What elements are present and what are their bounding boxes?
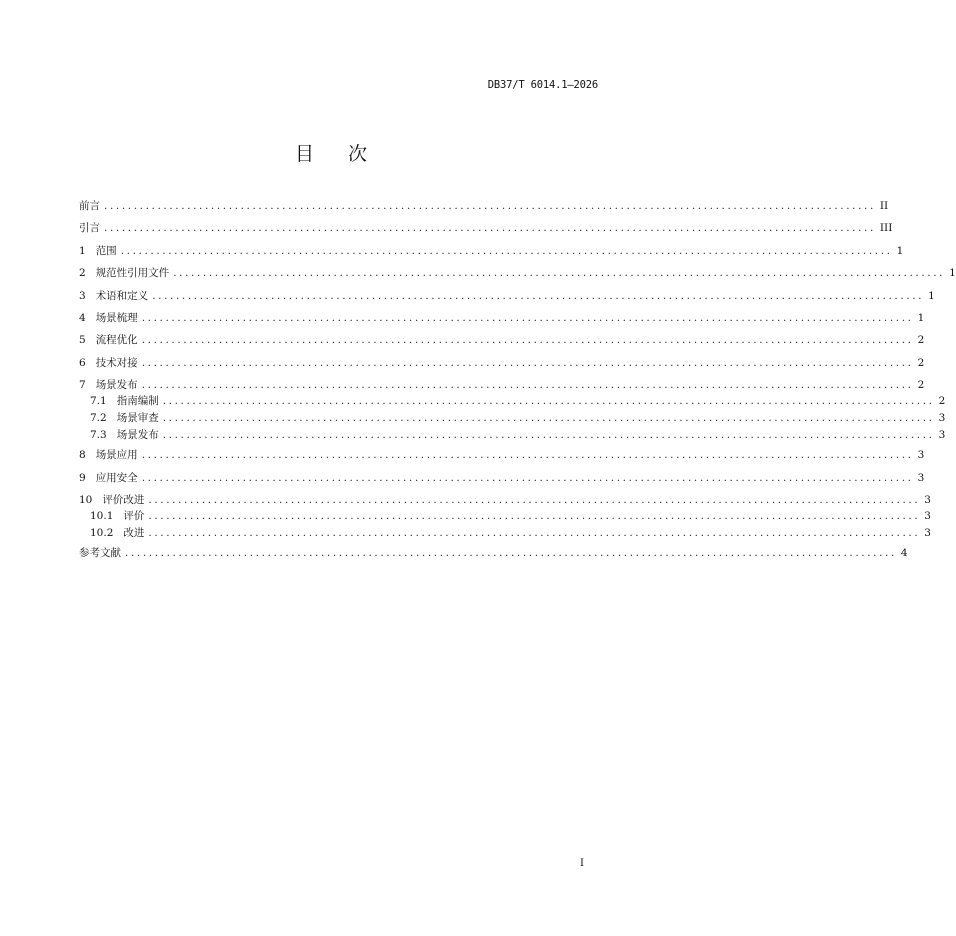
toc-leader-dots: .................................................................................................................................. xyxy=(152,289,925,302)
toc-entry-label: 指南编制 xyxy=(116,395,159,408)
toc-leader-dots: .................................................................................................................................. xyxy=(104,222,876,235)
toc-entry-label: 参考文献 xyxy=(79,546,121,559)
toc-entry-2[interactable] xyxy=(79,267,956,289)
toc-entry-label: 场景发布 xyxy=(116,429,159,442)
toc-entry-label: 场景发布 xyxy=(95,379,138,392)
toc-entry-10[interactable] xyxy=(79,493,931,510)
toc-entry-number: 1 xyxy=(79,244,86,257)
toc-entry-bibliography[interactable] xyxy=(79,546,908,569)
toc-entry-page: 1 xyxy=(928,289,935,302)
toc-entry-8[interactable] xyxy=(79,449,925,471)
toc-entry-label: 范围 xyxy=(95,244,117,257)
toc-entry-page: 1 xyxy=(949,267,956,280)
toc-entry-label: 技术对接 xyxy=(95,356,138,369)
toc-leader-dots: .................................................................................................................................. xyxy=(173,267,946,280)
toc-entry-page: 3 xyxy=(924,493,931,506)
toc-entry-page: II xyxy=(879,200,889,212)
toc-entry-10-2[interactable] xyxy=(79,526,931,547)
toc-entry-number: 2 xyxy=(79,267,86,280)
toc-entry-9[interactable] xyxy=(79,471,925,494)
toc-entry-label: 流程优化 xyxy=(95,334,138,347)
toc-entry-introduction[interactable] xyxy=(79,222,893,244)
toc-entry-number: 8 xyxy=(79,449,86,462)
toc-entry-number: 7.3 xyxy=(90,429,107,442)
toc-entry-label: 场景审查 xyxy=(116,412,159,425)
toc-entry-3[interactable] xyxy=(79,289,935,312)
toc-entry-page: 3 xyxy=(938,412,946,425)
toc-leader-dots: .................................................................................................................................. xyxy=(120,244,893,257)
toc-leader-dots: .................................................................................................................................. xyxy=(141,379,914,392)
toc-entry-page: 1 xyxy=(917,311,925,324)
toc-leader-dots: .................................................................................................................................. xyxy=(148,509,921,522)
page-title xyxy=(0,139,662,166)
toc-leader-dots: .................................................................................................................................. xyxy=(141,449,914,462)
toc-entry-page: 3 xyxy=(938,429,946,442)
toc-entry-label: 场景应用 xyxy=(95,449,138,462)
document-header-id: DB37/T 6014.1—2026 xyxy=(487,79,598,91)
toc-entry-label: 应用安全 xyxy=(95,471,138,484)
toc-entry-number: 10.2 xyxy=(90,526,114,539)
toc-entry-label: 规范性引用文件 xyxy=(95,267,170,280)
toc-entry-page: 3 xyxy=(917,471,925,484)
toc-entry-number: 4 xyxy=(79,311,86,324)
toc-entry-page: 2 xyxy=(917,334,925,347)
toc-entry-page: 1 xyxy=(896,244,904,257)
toc-entry-page: 3 xyxy=(924,509,931,522)
toc-entry-page: 2 xyxy=(917,356,925,369)
toc-entry-10-1[interactable] xyxy=(79,509,931,527)
toc-entry-foreword[interactable] xyxy=(79,200,889,222)
toc-entry-number: 7 xyxy=(79,379,86,392)
toc-leader-dots: .................................................................................................................................. xyxy=(104,200,876,212)
toc-entry-number: 7.2 xyxy=(90,412,107,425)
toc-entry-number: 5 xyxy=(79,334,86,347)
toc-entry-7-3[interactable] xyxy=(79,429,946,449)
toc-leader-dots: .................................................................................................................................. xyxy=(141,311,914,324)
toc-entry-4[interactable] xyxy=(79,311,925,334)
page-number: I xyxy=(580,858,584,869)
toc-entry-label: 术语和定义 xyxy=(95,289,149,302)
toc-leader-dots: .................................................................................................................................. xyxy=(148,526,921,539)
table-of-contents xyxy=(79,200,956,569)
toc-leader-dots: .................................................................................................................................. xyxy=(162,429,935,442)
toc-entry-number: 10.1 xyxy=(90,509,114,522)
toc-entry-number: 7.1 xyxy=(90,395,107,408)
toc-entry-label: 引言 xyxy=(79,222,100,235)
toc-entry-7-2[interactable] xyxy=(79,412,946,429)
toc-leader-dots: .................................................................................................................................. xyxy=(162,395,935,408)
toc-entry-7[interactable] xyxy=(79,379,925,395)
toc-entry-page: III xyxy=(879,222,893,235)
toc-entry-label: 场景梳理 xyxy=(95,311,138,324)
toc-entry-page: 2 xyxy=(938,395,946,408)
toc-entry-5[interactable] xyxy=(79,334,925,356)
toc-entry-page: 2 xyxy=(917,379,925,392)
toc-entry-number: 3 xyxy=(79,289,86,302)
title-char-2: 次 xyxy=(348,143,368,165)
toc-entry-number: 6 xyxy=(79,356,86,369)
toc-entry-page: 3 xyxy=(917,449,925,462)
toc-leader-dots: .................................................................................................................................. xyxy=(148,493,921,506)
toc-leader-dots: .................................................................................................................................. xyxy=(125,546,897,559)
toc-leader-dots: .................................................................................................................................. xyxy=(141,334,914,347)
toc-leader-dots: .................................................................................................................................. xyxy=(141,356,914,369)
toc-entry-number: 9 xyxy=(79,471,86,484)
toc-entry-number: 10 xyxy=(79,493,93,506)
toc-entry-7-1[interactable] xyxy=(79,395,946,412)
toc-entry-page: 3 xyxy=(924,526,931,539)
toc-entry-6[interactable] xyxy=(79,356,925,379)
toc-entry-label: 评价改进 xyxy=(102,493,145,506)
toc-entry-label: 改进 xyxy=(123,526,145,539)
toc-entry-label: 评价 xyxy=(123,509,145,522)
title-char-1: 目 xyxy=(294,143,314,165)
toc-leader-dots: .................................................................................................................................. xyxy=(141,471,914,484)
toc-leader-dots: .................................................................................................................................. xyxy=(162,412,935,425)
toc-entry-page: 4 xyxy=(900,546,908,559)
toc-entry-1[interactable] xyxy=(79,244,904,267)
toc-entry-label: 前言 xyxy=(79,200,100,212)
